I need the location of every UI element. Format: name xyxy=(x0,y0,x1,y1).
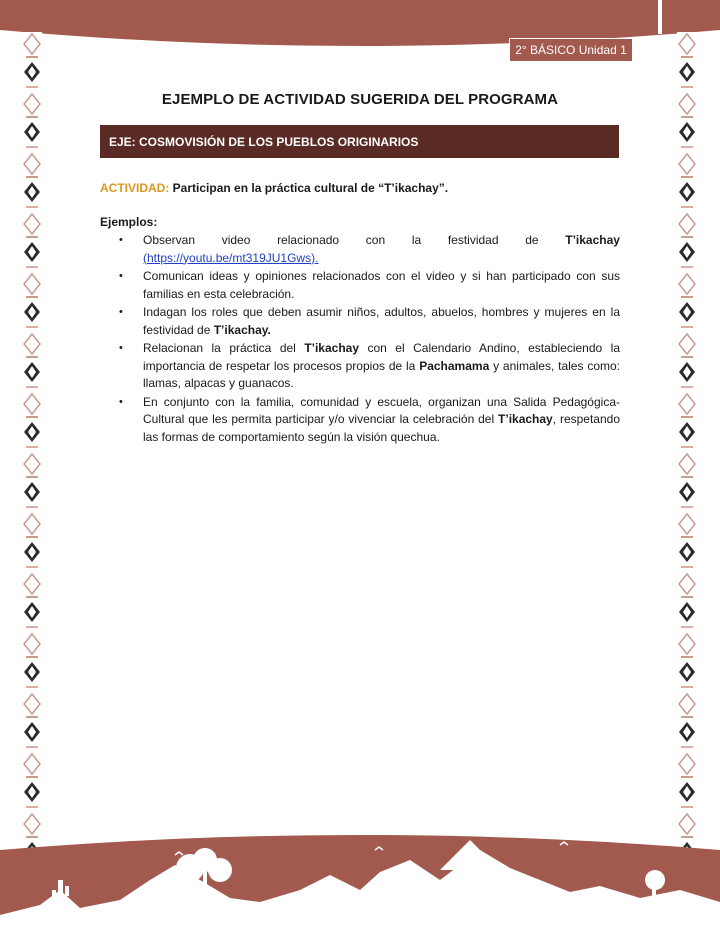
top-divider-tick xyxy=(658,0,662,34)
list-item: • Relacionan la práctica del T’ikachay con el Calendario Andino, estableciendo la importancia de respetar los procesos propios de la Pachamama y animales, tales como: llamas, alpacas y guanacos. xyxy=(119,341,621,390)
bullet-icon: • xyxy=(119,342,123,354)
activity-line xyxy=(100,181,448,195)
youtube-link[interactable]: https://youtu.be/mt319JU1Gws). xyxy=(147,250,319,265)
justified-line: Observan video relacionado con la festividad de T’ikachay xyxy=(143,233,620,247)
youtube-link-open-paren[interactable]: ( xyxy=(143,250,147,265)
page-title: EJEMPLO DE ACTIVIDAD SUGERIDA DEL PROGRAMA xyxy=(161,91,559,108)
examples-label: Ejemplos: xyxy=(100,215,158,229)
unit-badge: 2° BÁSICO Unidad 1 xyxy=(509,38,633,62)
bullet-icon: • xyxy=(119,306,123,318)
axis-heading-bar xyxy=(100,125,619,158)
right-pattern-strip xyxy=(677,32,697,852)
examples-list xyxy=(100,232,620,447)
list-item xyxy=(100,232,620,267)
list-item: • En conjunto con la familia, comunidad y escuela, organizan una Salida Pedagógica-Cultural que les permita participar y/o vivenciar la celebración del T’ikachay, respetando las formas de comportamiento según la visión quechua. xyxy=(119,394,621,444)
bullet-icon: • xyxy=(119,270,123,282)
list-item: • Indagan los roles que deben asumir niños, adultos, abuelos, hombres y mujeres en la festividad de T’ikachay. xyxy=(119,305,620,337)
activity-text: Participan en la práctica cultural de “T’ikachay”. xyxy=(172,181,449,195)
axis-heading-text: EJE: COSMOVISIÓN DE LOS PUEBLOS ORIGINARIOS xyxy=(109,134,419,149)
list-item: • Comunican ideas y opiniones relacionados con el video y si han participado con sus familias en esta celebración. xyxy=(119,269,620,301)
bullet-icon: • xyxy=(119,395,123,408)
bottom-landscape-illustration xyxy=(0,820,720,932)
left-pattern-strip xyxy=(22,32,42,852)
activity-label: ACTIVIDAD: xyxy=(100,181,170,195)
bullet-icon: • xyxy=(119,234,123,246)
